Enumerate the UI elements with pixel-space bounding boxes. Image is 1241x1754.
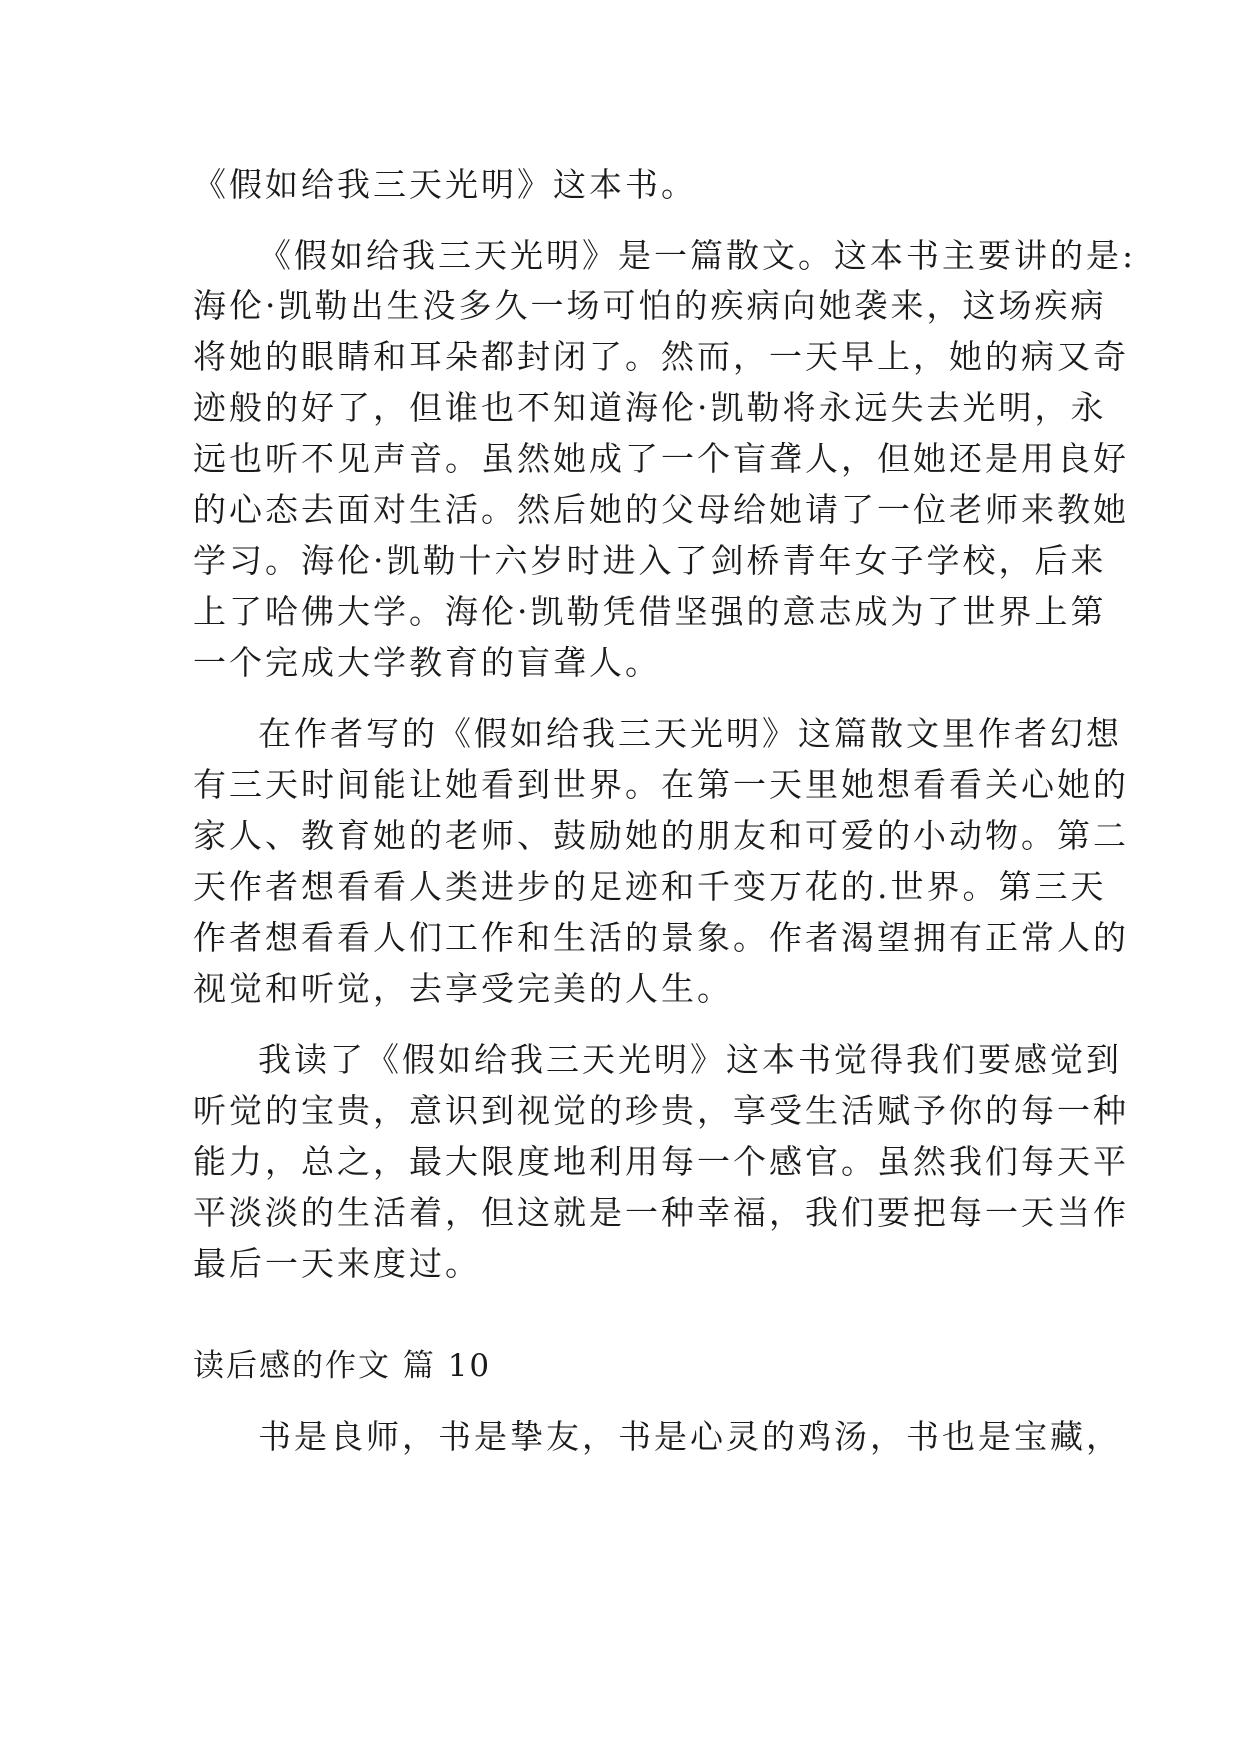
paragraph-line: 听觉的宝贵，意识到视觉的珍贵，享受生活赋予你的每一种 [193,1091,1129,1130]
paragraph-line: 迹般的好了，但谁也不知道海伦·凯勒将永远失去光明，永 [193,388,1107,427]
paragraph-line: 《假如给我三天光明》是一篇散文。这本书主要讲的是: [258,236,1137,275]
paragraph-line: 天作者想看看人类进步的足迹和千变万花的.世界。第三天 [193,867,1107,906]
paragraph-line: 上了哈佛大学。海伦·凯勒凭借坚强的意志成为了世界上第 [193,592,1107,631]
paragraph-line: 我读了《假如给我三天光明》这本书觉得我们要感觉到 [258,1040,1122,1079]
paragraph-line: 海伦·凯勒出生没多久一场可怕的疾病向她袭来，这场疾病 [193,286,1107,325]
section-heading: 读后感的作文 篇 10 [193,1348,492,1384]
paragraph-line: 书是良师，书是挚友，书是心灵的鸡汤，书也是宝藏， [258,1417,1122,1456]
paragraph-line: 平淡淡的生活着，但这就是一种幸福，我们要把每一天当作 [193,1193,1129,1232]
paragraph-line: 作者想看看人们工作和生活的景象。作者渴望拥有正常人的 [193,918,1129,957]
paragraph-line: 《假如给我三天光明》这本书。 [193,165,697,204]
paragraph-line: 学习。海伦·凯勒十六岁时进入了剑桥青年女子学校，后来 [193,541,1107,580]
paragraph-line: 一个完成大学教育的盲聋人。 [193,643,661,682]
paragraph-line: 的心态去面对生活。然后她的父母给她请了一位老师来教她 [193,490,1129,529]
paragraph-line: 远也听不见声音。虽然她成了一个盲聋人，但她还是用良好 [193,439,1129,478]
paragraph-line: 能力，总之，最大限度地利用每一个感官。虽然我们每天平 [193,1142,1129,1181]
paragraph-line: 最后一天来度过。 [193,1244,481,1283]
paragraph-line: 有三天时间能让她看到世界。在第一天里她想看看关心她的 [193,765,1129,804]
paragraph-line: 在作者写的《假如给我三天光明》这篇散文里作者幻想 [258,714,1122,753]
paragraph-line: 将她的眼睛和耳朵都封闭了。然而，一天早上，她的病又奇 [193,337,1129,376]
paragraph-line: 视觉和听觉，去享受完美的人生。 [193,969,733,1008]
paragraph-line: 家人、教育她的老师、鼓励她的朋友和可爱的小动物。第二 [193,816,1129,855]
